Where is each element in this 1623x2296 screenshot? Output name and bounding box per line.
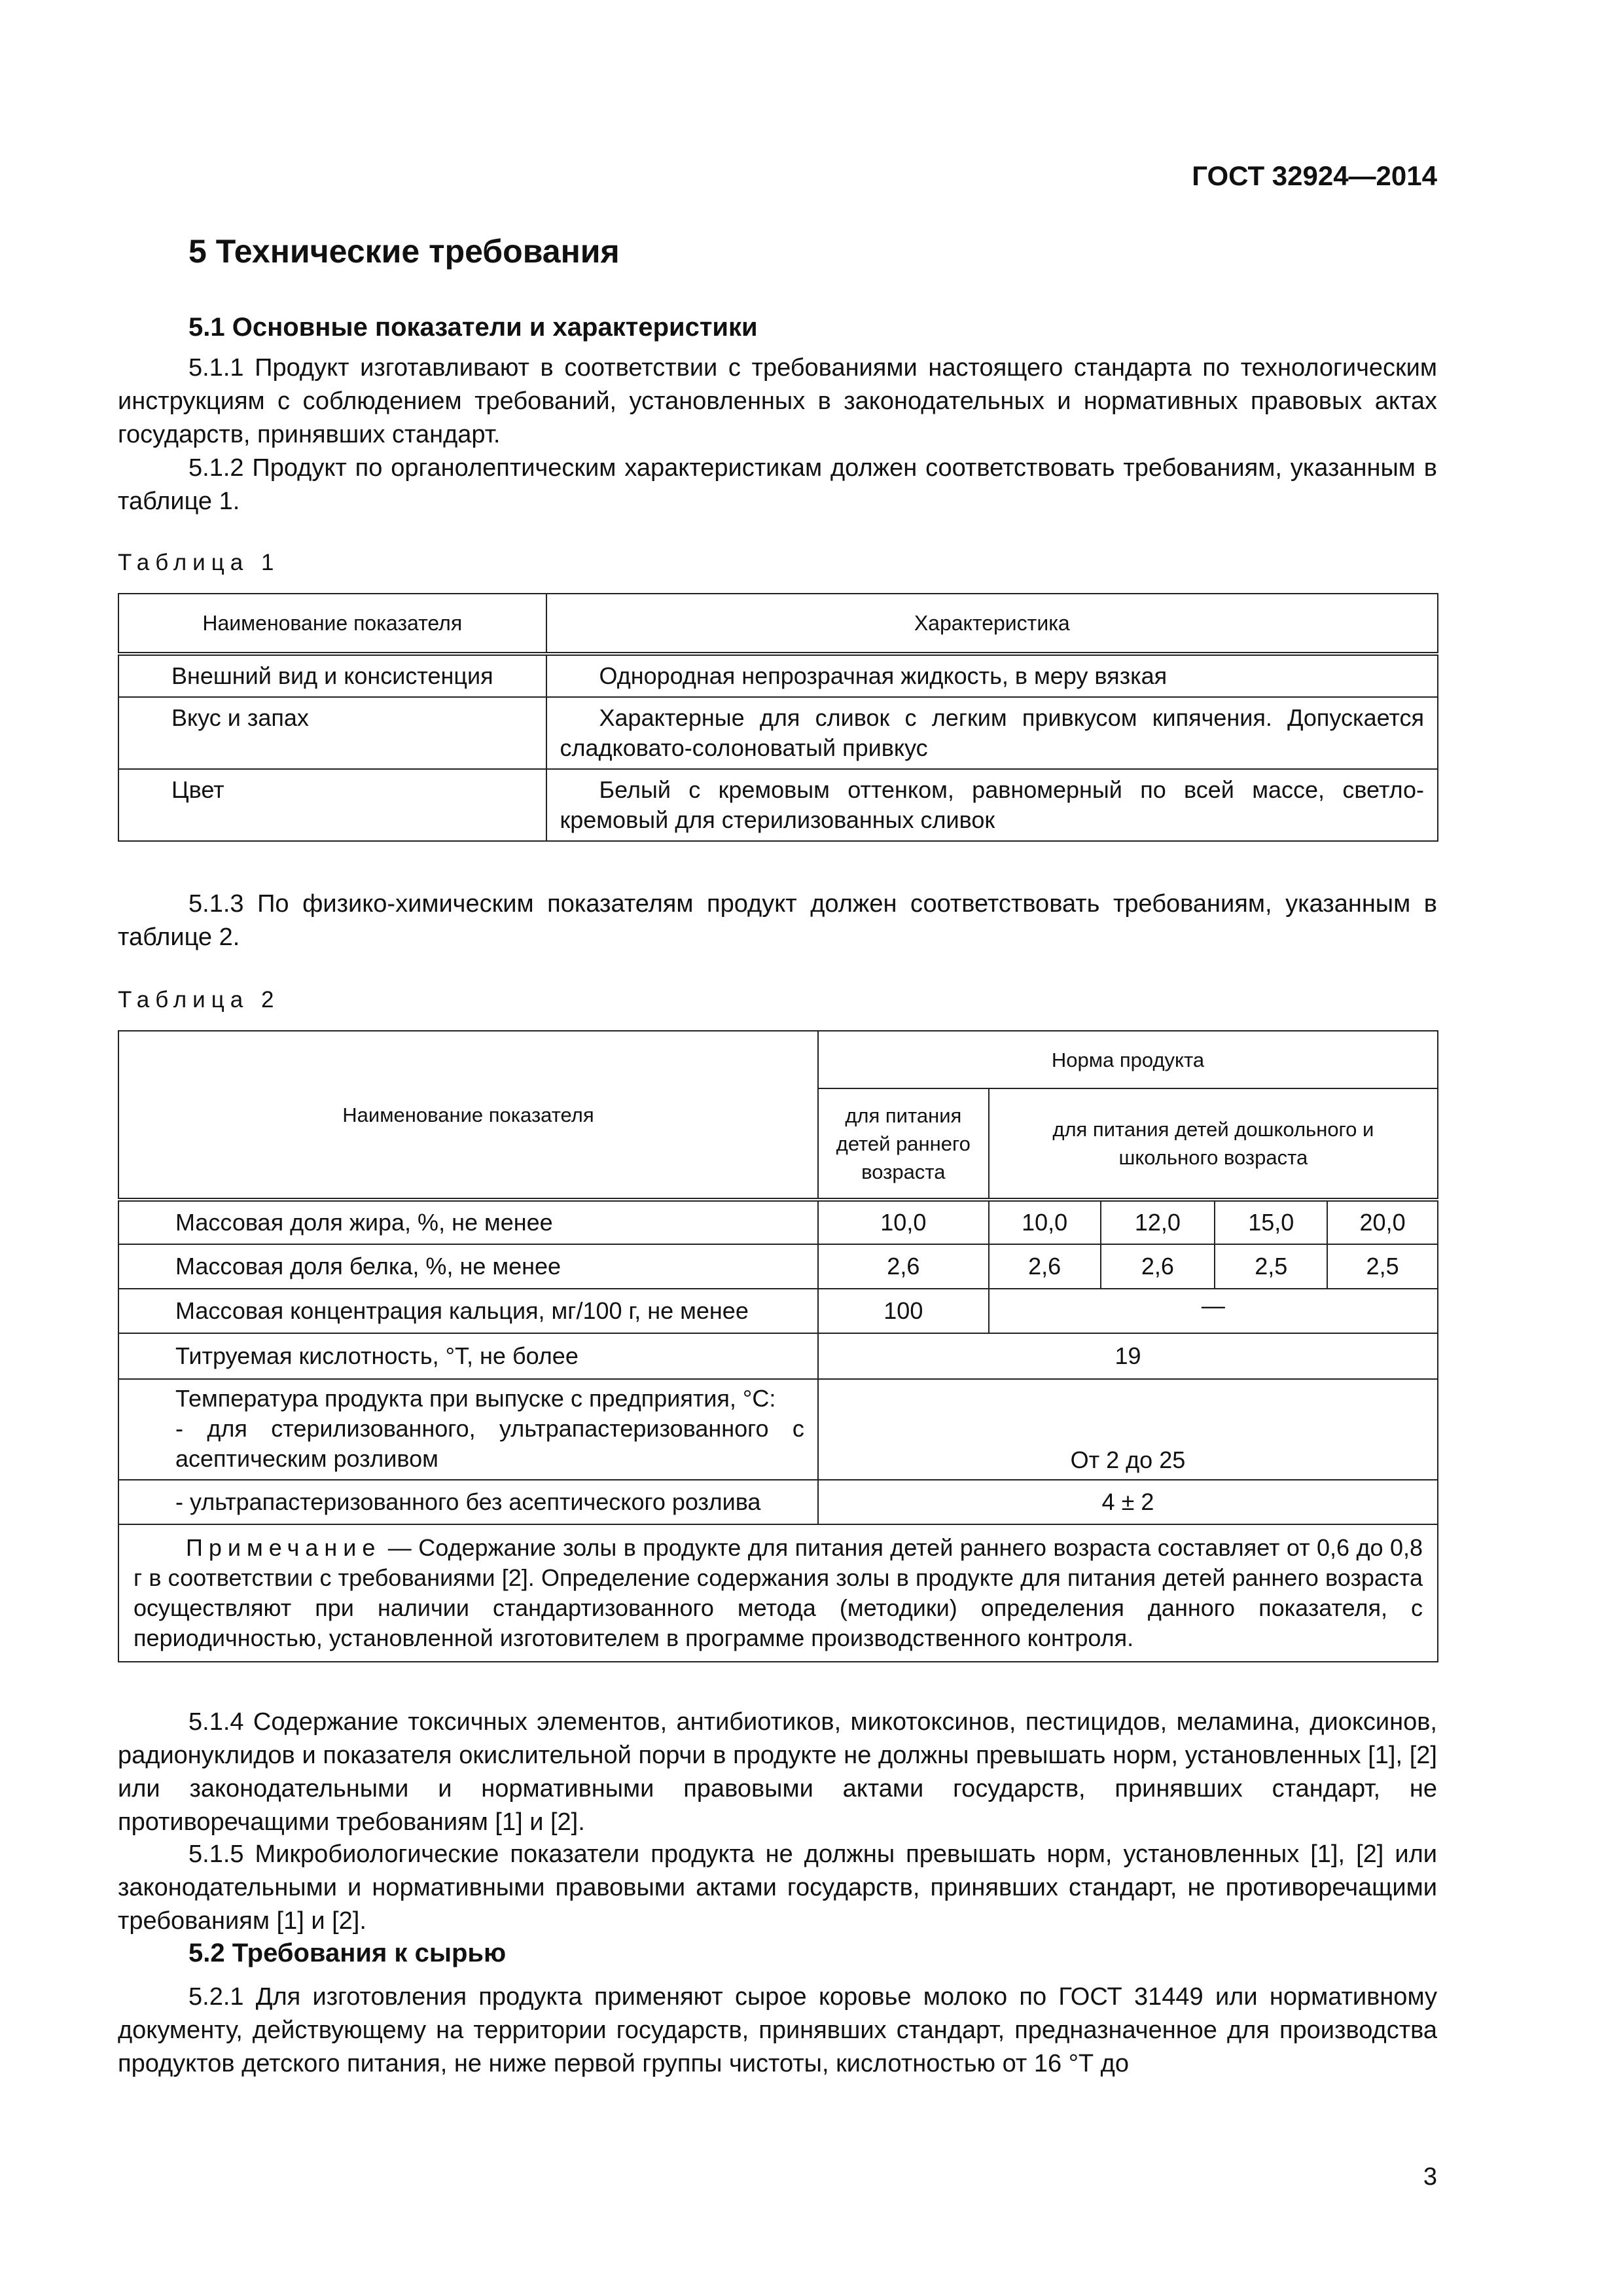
table-row [118, 1244, 1438, 1289]
table-cell-name: Массовая концентрация кальция, мг/100 г, не менее [118, 1289, 818, 1333]
table-cell-value: 2,5 [1327, 1244, 1438, 1289]
table-cell-value: 20,0 [1327, 1200, 1438, 1244]
section-title: 5 Технические требования [188, 233, 620, 270]
table-2-caption: Таблица 2 [118, 987, 280, 1013]
table-1-header-name: Наименование показателя [118, 594, 546, 654]
table-note-row [118, 1524, 1438, 1662]
table-2-note [118, 1524, 1438, 1662]
table-row [118, 1289, 1438, 1333]
table-cell-value: 2,5 [1215, 1244, 1327, 1289]
table-2-header-school-age: для питания детей дошкольного и школьного возраста [989, 1088, 1438, 1200]
table-2 [118, 1030, 1438, 1662]
subsection-title-5-1: 5.1 Основные показатели и характеристики [188, 313, 758, 342]
table-row [118, 697, 1438, 769]
table-1-header-characteristic: Характеристика [546, 594, 1438, 654]
paragraph-5-1-2: 5.1.2 Продукт по органолептическим характеристикам должен соответствовать требованиям, указанным в таблице 1. [118, 454, 1437, 515]
paragraph-5-1-1: 5.1.1 Продукт изготавливают в соответствии с требованиями настоящего стандарта по технологическим инструкциям с соблюдением требований, установленных в законодательных и нормативных правовых актах государств, принявших стандарт. [118, 354, 1437, 448]
table-cell-value: Характерные для сливок с легким привкусом кипячения. Допускается сладковато-солоноватый привкус [546, 697, 1438, 769]
subsection-title-5-2: 5.2 Требования к сырью [188, 1939, 507, 1967]
table-cell-value: 12,0 [1101, 1200, 1215, 1244]
table-cell-name: Массовая доля жира, %, не менее [118, 1200, 818, 1244]
paragraph-5-1-4: 5.1.4 Содержание токсичных элементов, антибиотиков, микотоксинов, пестицидов, меламина, диоксинов, радионуклидов и показателя окислительной порчи в продукте не должны превышать норм, установленных [1], [2] или законодательными и нормативными правовыми актами государств, принявших стандарт, не противоречащими требованиям [1] и [2]. [118, 1708, 1437, 1836]
table-cell-value: — [989, 1289, 1438, 1333]
table-2-header-name: Наименование показателя [118, 1031, 818, 1200]
table-cell-value: 100 [818, 1289, 989, 1333]
table-row [118, 1200, 1438, 1244]
table-cell-value: От 2 до 25 [818, 1379, 1438, 1480]
table-cell-value: 10,0 [989, 1200, 1101, 1244]
table-cell-value: 2,6 [1101, 1244, 1215, 1289]
table-row [118, 1333, 1438, 1379]
table-cell-name [118, 1379, 818, 1480]
table-cell-name: - ультрапастеризованного без асептического розлива [118, 1480, 818, 1524]
temperature-sterile-label: - для стерилизованного, ультрапастеризованного с асептическим розливом [175, 1415, 804, 1472]
table-cell-name: Внешний вид и консистенция [118, 654, 546, 697]
document-id: ГОСТ 32924—2014 [1192, 160, 1437, 191]
table-row [118, 1480, 1438, 1524]
paragraph-5-1-3: 5.1.3 По физико-химическим показателям продукт должен соответствовать требованиям, указанным в таблице 2. [118, 890, 1437, 951]
table-row [118, 1379, 1438, 1480]
table-cell-value: 2,6 [989, 1244, 1101, 1289]
table-1-caption: Таблица 1 [118, 550, 280, 575]
table-1 [118, 593, 1438, 842]
table-row [118, 769, 1438, 841]
table-cell-name: Массовая доля белка, %, не менее [118, 1244, 818, 1289]
paragraph-5-1-5: 5.1.5 Микробиологические показатели продукта не должны превышать норм, установленных [1], [2] или законодательными и нормативными правовыми актами государств, принявших стандарт, не противоречащими требованиям [1] и [2]. [118, 1840, 1437, 1935]
table-cell-value: Однородная непрозрачная жидкость, в меру вязкая [546, 654, 1438, 697]
table-row [118, 654, 1438, 697]
page-number: 3 [1423, 2163, 1437, 2191]
table-cell-value: 19 [818, 1333, 1438, 1379]
table-2-header-early-age: для питания детей раннего возраста [818, 1088, 989, 1200]
table-cell-value: 10,0 [818, 1200, 989, 1244]
table-cell-value: Белый с кремовым оттенком, равномерный по всей массе, светло-кремовый для стерилизованных сливок [546, 769, 1438, 841]
table-cell-name: Титруемая кислотность, °Т, не более [118, 1333, 818, 1379]
note-label: Примечание [186, 1534, 382, 1561]
table-cell-name: Вкус и запах [118, 697, 546, 769]
table-2-header-norm: Норма продукта [818, 1031, 1438, 1088]
paragraph-5-2-1: 5.2.1 Для изготовления продукта применяют сырое коровье молоко по ГОСТ 31449 или нормативному документу, действующему на территории государств, принявших стандарт, предназначенное для производства продуктов детского питания, не ниже первой группы чистоты, кислотностью от 16 °Т до [118, 1983, 1437, 2077]
table-cell-name: Цвет [118, 769, 546, 841]
temperature-title: Температура продукта при выпуске с предприятия, °С: [175, 1385, 776, 1412]
table-cell-value: 2,6 [818, 1244, 989, 1289]
table-cell-value: 4 ± 2 [818, 1480, 1438, 1524]
note-text: — Содержание золы в продукте для питания детей раннего возраста составляет от 0,6 до 0,8 г в соответствии с требованиями [2]. Определение содержания золы в продукте для питания детей раннего возраста осуществляют при наличии стандартизованного метода (методики) определения данного показателя, с периодичностью, установленной изготовителем в программе производственного контроля. [134, 1534, 1423, 1651]
table-cell-value: 15,0 [1215, 1200, 1327, 1244]
